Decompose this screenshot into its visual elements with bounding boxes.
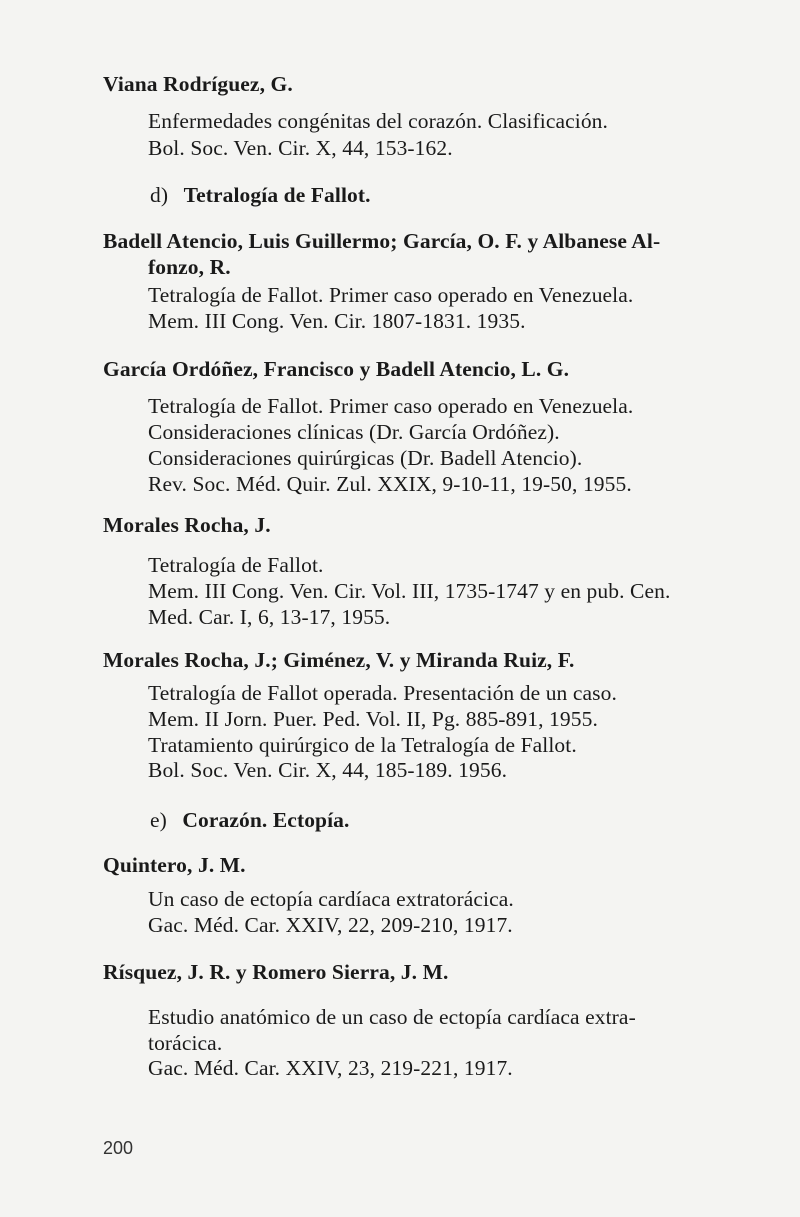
section-label: d) [150, 183, 169, 207]
citation-line: Tetralogía de Fallot. Primer caso operado en Venezuela. [148, 394, 634, 418]
author-line-continuation: fonzo, R. [148, 255, 231, 279]
citation-line: Tetralogía de Fallot. Primer caso operado en Venezuela. [148, 283, 634, 307]
citation-line: Rev. Soc. Méd. Quir. Zul. XXIX, 9-10-11, 19-50, 1955. [148, 472, 632, 496]
citation-line: Tratamiento quirúrgico de la Tetralogía de Fallot. [148, 733, 577, 757]
page-number: 200 [103, 1138, 134, 1158]
section-label: e) [150, 808, 167, 832]
citation-line: Gac. Méd. Car. XXIV, 22, 209-210, 1917. [148, 913, 513, 937]
citation-line: Enfermedades congénitas del corazón. Clasificación. [148, 109, 608, 133]
section-heading [150, 182, 371, 208]
author-line: Badell Atencio, Luis Guillermo; García, O. F. y Albanese Al- [103, 229, 661, 253]
citation-line: Consideraciones quirúrgicas (Dr. Badell Atencio). [148, 446, 583, 470]
citation-line: Bol. Soc. Ven. Cir. X, 44, 153-162. [148, 136, 453, 160]
citation-line: Tetralogía de Fallot. [148, 553, 324, 577]
citation-line: Un caso de ectopía cardíaca extratorácica. [148, 887, 514, 911]
author-line: García Ordóñez, Francisco y Badell Atencio, L. G. [103, 357, 570, 381]
citation-line: torácica. [148, 1031, 223, 1055]
section-title: Corazón. Ectopía. [182, 808, 350, 832]
author-line: Quintero, J. M. [103, 853, 246, 877]
citation-line: Consideraciones clínicas (Dr. García Ordóñez). [148, 420, 560, 444]
author-line: Viana Rodríguez, G. [103, 72, 293, 96]
citation-line: Tetralogía de Fallot operada. Presentación de un caso. [148, 681, 617, 705]
citation-line: Mem. III Cong. Ven. Cir. 1807-1831. 1935. [148, 309, 526, 333]
author-line: Rísquez, J. R. y Romero Sierra, J. M. [103, 960, 449, 984]
author-line: Morales Rocha, J.; Giménez, V. y Miranda Ruiz, F. [103, 648, 575, 672]
citation-line: Estudio anatómico de un caso de ectopía cardíaca extra- [148, 1005, 636, 1029]
citation-line: Mem. III Cong. Ven. Cir. Vol. III, 1735-1747 y en pub. Cen. [148, 579, 671, 603]
citation-line: Mem. II Jorn. Puer. Ped. Vol. II, Pg. 885-891, 1955. [148, 707, 598, 731]
section-heading [150, 807, 350, 833]
citation-line: Gac. Méd. Car. XXIV, 23, 219-221, 1917. [148, 1056, 513, 1080]
author-line: Morales Rocha, J. [103, 513, 271, 537]
citation-line: Bol. Soc. Ven. Cir. X, 44, 185-189. 1956. [148, 758, 508, 782]
citation-line: Med. Car. I, 6, 13-17, 1955. [148, 605, 391, 629]
section-title: Tetralogía de Fallot. [183, 183, 371, 207]
